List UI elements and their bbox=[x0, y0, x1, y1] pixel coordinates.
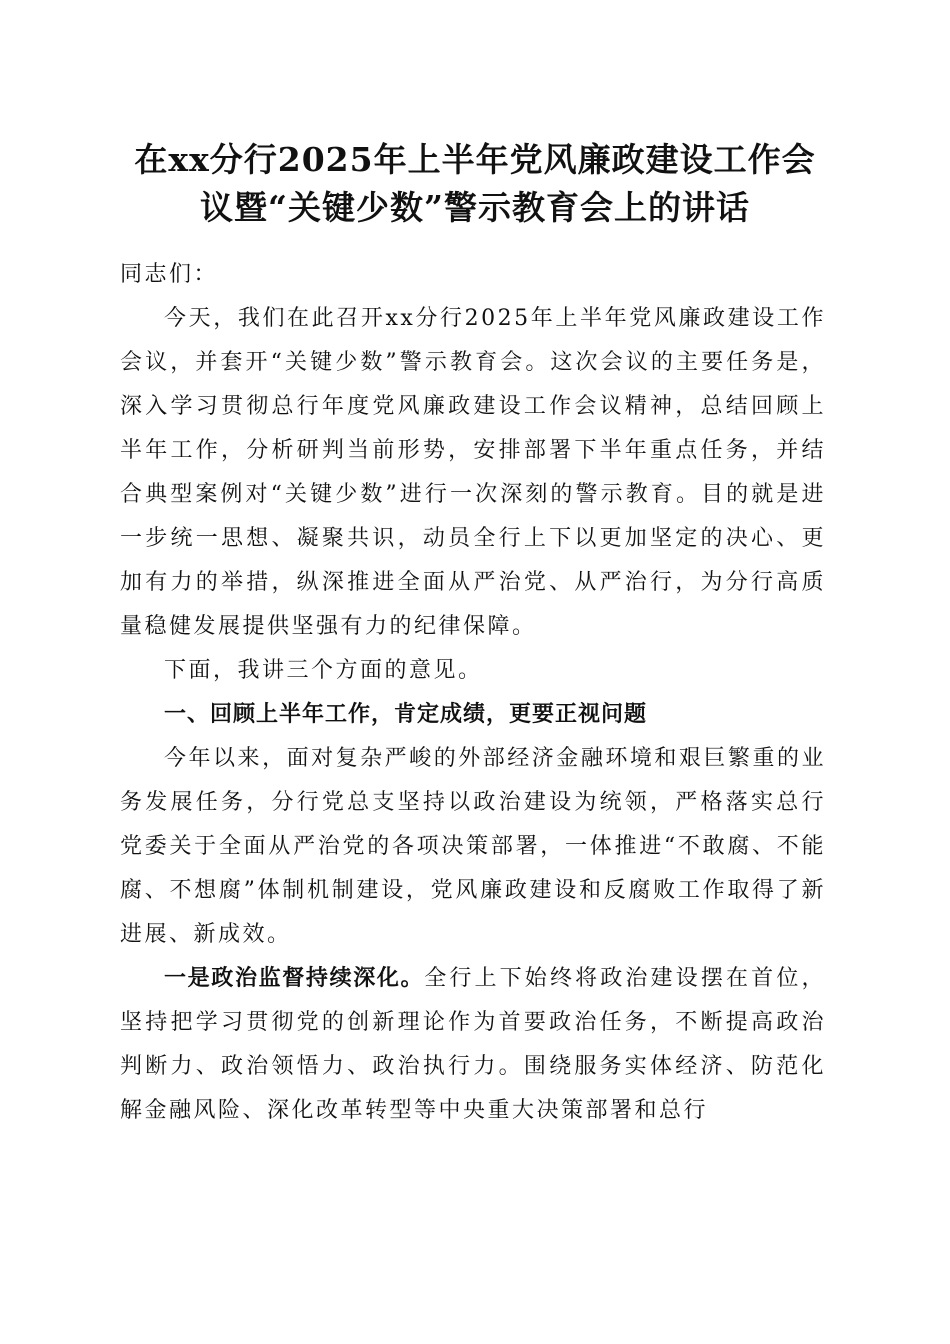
paragraph-opening: 今天，我们在此召开xx分行2025年上半年党风廉政建设工作会议，并套开“关键少数”警示教育会。这次会议的主要任务是，深入学习贯彻总行年度党风廉政建设工作会议精神，总结回顾上半年工作，分析研判当前形势，安排部署下半年重点任务，并结合典型案例对“关键少数”进行一次深刻的警示教育。目的就是进一步统一思想、凝聚共识，动员全行上下以更加坚定的决心、更加有力的举措，纵深推进全面从严治党、从严治行，为分行高质量稳健发展提供坚强有力的纪律保障。 bbox=[120, 306, 826, 639]
paragraph-review: 今年以来，面对复杂严峻的外部经济金融环境和艰巨繁重的业务发展任务，分行党总支坚持以政治建设为统领，严格落实总行党委关于全面从严治党的各项决策部署，一体推进“不敢腐、不能腐、不想腐”体制机制建设，党风廉政建设和反腐败工作取得了新进展、新成效。 bbox=[120, 746, 826, 947]
document-body bbox=[120, 253, 826, 1133]
salutation: 同志们： bbox=[120, 262, 219, 287]
document-title bbox=[110, 136, 840, 232]
paragraph-body-text: 全行上下始终将政治建设摆在首位，坚持把学习贯彻党的创新理论作为首要政治任务，不断提高政治判断力、政治领悟力、政治执行力。围绕服务实体经济、防范化解金融风险、深化改革转型等中央重大决策部署和总行 bbox=[120, 966, 826, 1123]
title-line-2: 议暨“关键少数”警示教育会上的讲话 bbox=[200, 188, 750, 227]
section-heading-1: 一、回顾上半年工作，肯定成绩，更要正视问题 bbox=[164, 702, 648, 727]
title-line-1: 在xx分行2025年上半年党风廉政建设工作会 bbox=[134, 140, 816, 179]
paragraph-outline: 下面，我讲三个方面的意见。 bbox=[164, 658, 483, 683]
paragraph-lead-text: 一是政治监督持续深化。 bbox=[164, 966, 425, 991]
paragraph-political-supervision bbox=[120, 957, 826, 1133]
